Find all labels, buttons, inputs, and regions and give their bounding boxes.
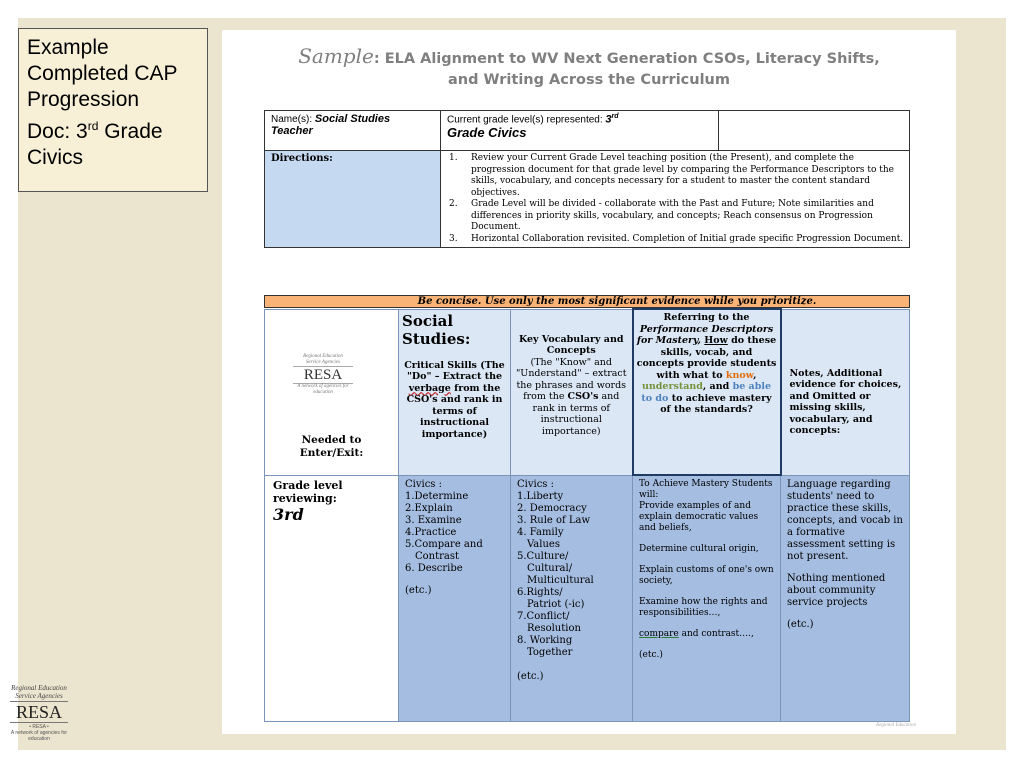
header-performance-cell: Referring to the Performance Descriptors for Mastery, How do these skills, vocab, and concepts provide students with what to know, understand, and be able to do to achieve mastery of the standards? [633,309,781,475]
direction-item: 1. Review your Current Grade Level teaching position (the Present), and complete the progression document for that grade level by comparing the Performance Descriptors to the skills, vocabulary, and concepts necessary for a student to master the content standard objectives. [449,153,894,198]
header-skills-cell [399,309,511,475]
document-title: Sample: ELA Alignment to WV Next Generation CSOs, Literacy Shifts, and Writing Across the Curriculum [298,44,880,88]
skills-header-text: Critical Skills (The "Do" – Extract the verbage from the CSO's and rank in terms of instructional importance) [404,359,505,440]
resa-logo: Regional Education Service Agencies RESA • RESA • A network of agencies for education [10,684,68,742]
info-table [264,110,910,248]
names-cell: Name(s): Social Studies Teacher [265,111,441,151]
slide-title-line: Completed CAP [27,62,178,85]
grade-cell: Current grade level(s) represented: 3rd Grade Civics [441,111,719,151]
vocab-cell: Civics : 1.Liberty 2. Democracy 3. Rule of Law 4. Family Values 5.Culture/ Cultural/ Multicultural 6.Rights/ Patriot (-ic) 7.Conflict/ Resolution 8. Working Together (etc.) [511,475,633,721]
directions-list [441,151,909,247]
slide-title-line: Doc: 3rd Grade [27,119,163,143]
slide-title-box [18,28,208,192]
slide-title-line: Progression [27,88,140,111]
direction-item: 3. Horizontal Collaboration revisited. Completion of Initial grade specific Progression Document. [449,233,904,244]
grade-level-cell: Grade level reviewing: 3rd [265,475,399,721]
header-notes-cell: Notes, Additional evidence for choices, and Omitted or missing skills, vocabulary, and concepts: [781,309,910,475]
direction-item: 2. Grade Level will be divided - collaborate with the Past and Future; Note similarities and differences in priority skills, vocabulary, and concepts; Reach consensus on Progression Document. [449,199,874,232]
directions-cell [441,151,910,248]
empty-cell [719,111,910,151]
vocab-header-title: Key Vocabulary and Concepts [518,333,624,356]
header-vocab-cell [511,309,633,475]
resa-mini-logo: Regional Education Service Agencies RESA A network of agencies for education [293,354,353,396]
slide-title-line: Civics [27,146,83,169]
social-studies-title: Social Studies: [402,311,471,348]
directions-label: Directions: [265,151,441,248]
progression-table [264,308,910,722]
skills-cell: Civics : 1.Determine 2.Explain 3. Examine 4.Practice 5.Compare and Contrast 6. Describe (etc.) [399,475,511,721]
header-needed-cell [265,309,399,475]
sample-document [222,30,956,734]
slide-title-line: Example [27,36,109,59]
mastery-cell: To Achieve Mastery Students will: Provide examples of and explain democratic values and beliefs, Determine cultural origin, Explain customs of one's own society, Examine how the rights and responsibilities…, compare and contrast…., (etc.) [633,475,781,721]
notes-cell: Language regarding students' need to practice these skills, concepts, and vocab in a formative assessment setting is not present. Nothing mentioned about community service projects (etc.) [781,475,910,721]
concise-banner: Be concise. Use only the most significant evidence while you prioritize. [264,295,910,308]
footer-watermark: Regional Education [876,723,916,728]
vocab-header-text: (The "Know" and "Understand" – extract the phrases and words from the CSO's and rank in terms of instructional importance) [515,356,627,437]
needed-label: Needed to Enter/Exit: [299,433,364,459]
